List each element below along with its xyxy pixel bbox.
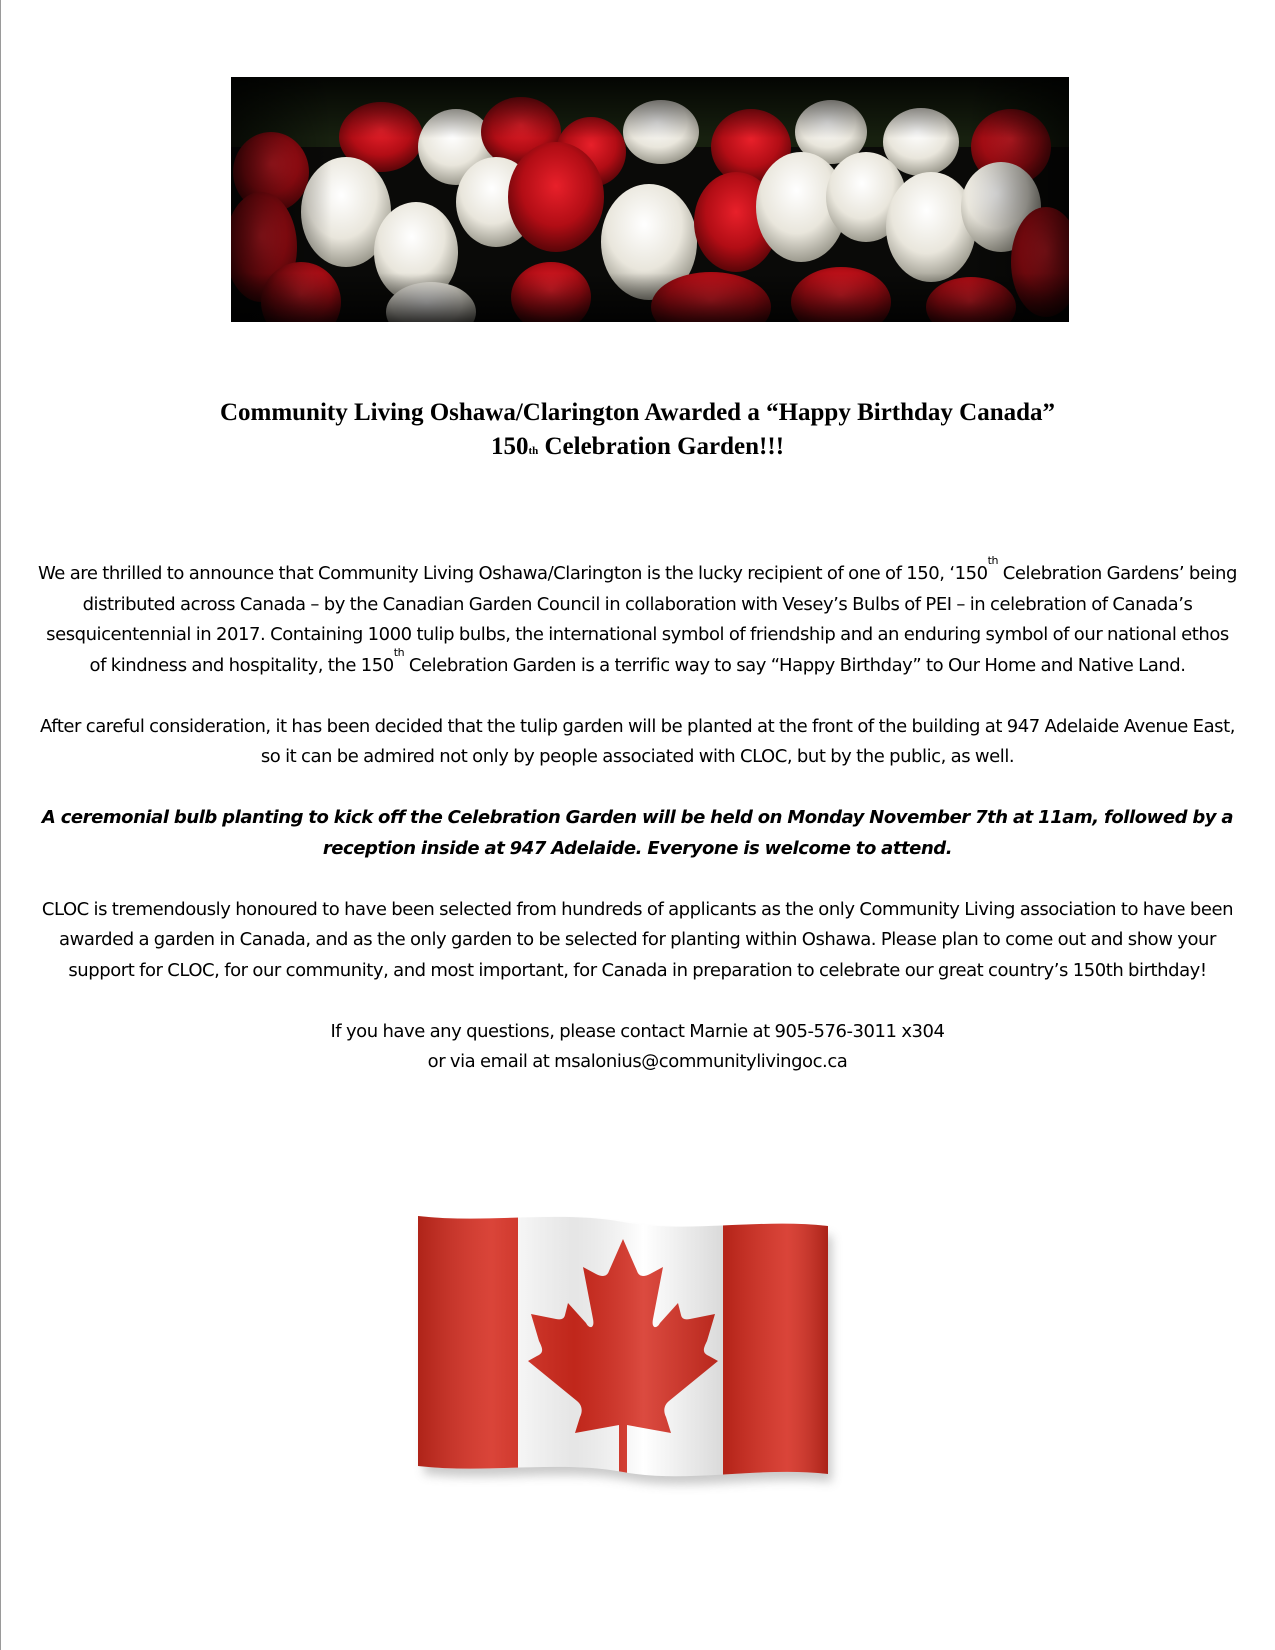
title-number: 150 xyxy=(490,433,529,460)
canadian-flag-image xyxy=(418,1216,828,1480)
paragraph-1-sup-2: th xyxy=(393,645,405,659)
paragraph-1-part-1: We are thrilled to announce that Community Living Oshawa/Clarington is the lucky recipient of one of 150, ‘150 xyxy=(38,563,988,584)
contact-email-line: or via email at msalonius@communitylivingoc.ca xyxy=(427,1051,848,1072)
paragraph-1-part-2: Celebration Gardens’ being distributed across Canada – by the Canadian Garden Council in collaboration with Vesey’s Bulbs of PEI – in celebration of Canada’s sesquicentennial in 2017. Containing 1000 tulip bulbs, the international symbol of friendship and an enduring symbol of our national ethos of kindness and hospitality, the 150 xyxy=(46,563,1237,676)
paragraph-contact xyxy=(36,1017,1239,1078)
title-rest: Celebration Garden!!! xyxy=(538,433,785,460)
title-line-2 xyxy=(0,430,1275,464)
title-line-1: Community Living Oshawa/Clarington Awarded a “Happy Birthday Canada” xyxy=(219,399,1056,426)
body-text xyxy=(36,554,1239,1108)
contact-line-1: If you have any questions, please contact Marnie at 905-576-3011 x304 xyxy=(330,1020,945,1042)
paragraph-1-part-3: Celebration Garden is a terrific way to say “Happy Birthday” to Our Home and Native Land. xyxy=(404,654,1186,676)
page-title xyxy=(0,396,1275,464)
paragraph-ceremony: A ceremonial bulb planting to kick off the Celebration Garden will be held on Monday November 7th at 11am, followed by a reception inside at 947 Adelaide. Everyone is welcome to attend. xyxy=(41,807,1234,859)
paragraph-honour: CLOC is tremendously honoured to have been selected from hundreds of applicants as the only Community Living association to have been awarded a garden in Canada, and as the only garden to be selected for planting within Oshawa. Please plan to come out and show your support for CLOC, for our community, and most important, for Canada in preparation to celebrate our great country’s 150th birthday! xyxy=(41,898,1234,981)
paragraph-location: After careful consideration, it has been decided that the tulip garden will be planted at the front of the building at 947 Adelaide Avenue East, so it can be admired not only by people associated with CLOC, but by the public, as well. xyxy=(40,715,1235,767)
paragraph-announcement xyxy=(36,554,1239,681)
tulip-banner-image xyxy=(231,77,1069,322)
paragraph-1-sup-1: th xyxy=(987,554,998,567)
title-superscript: th xyxy=(528,445,539,457)
page-border xyxy=(0,0,1,1650)
